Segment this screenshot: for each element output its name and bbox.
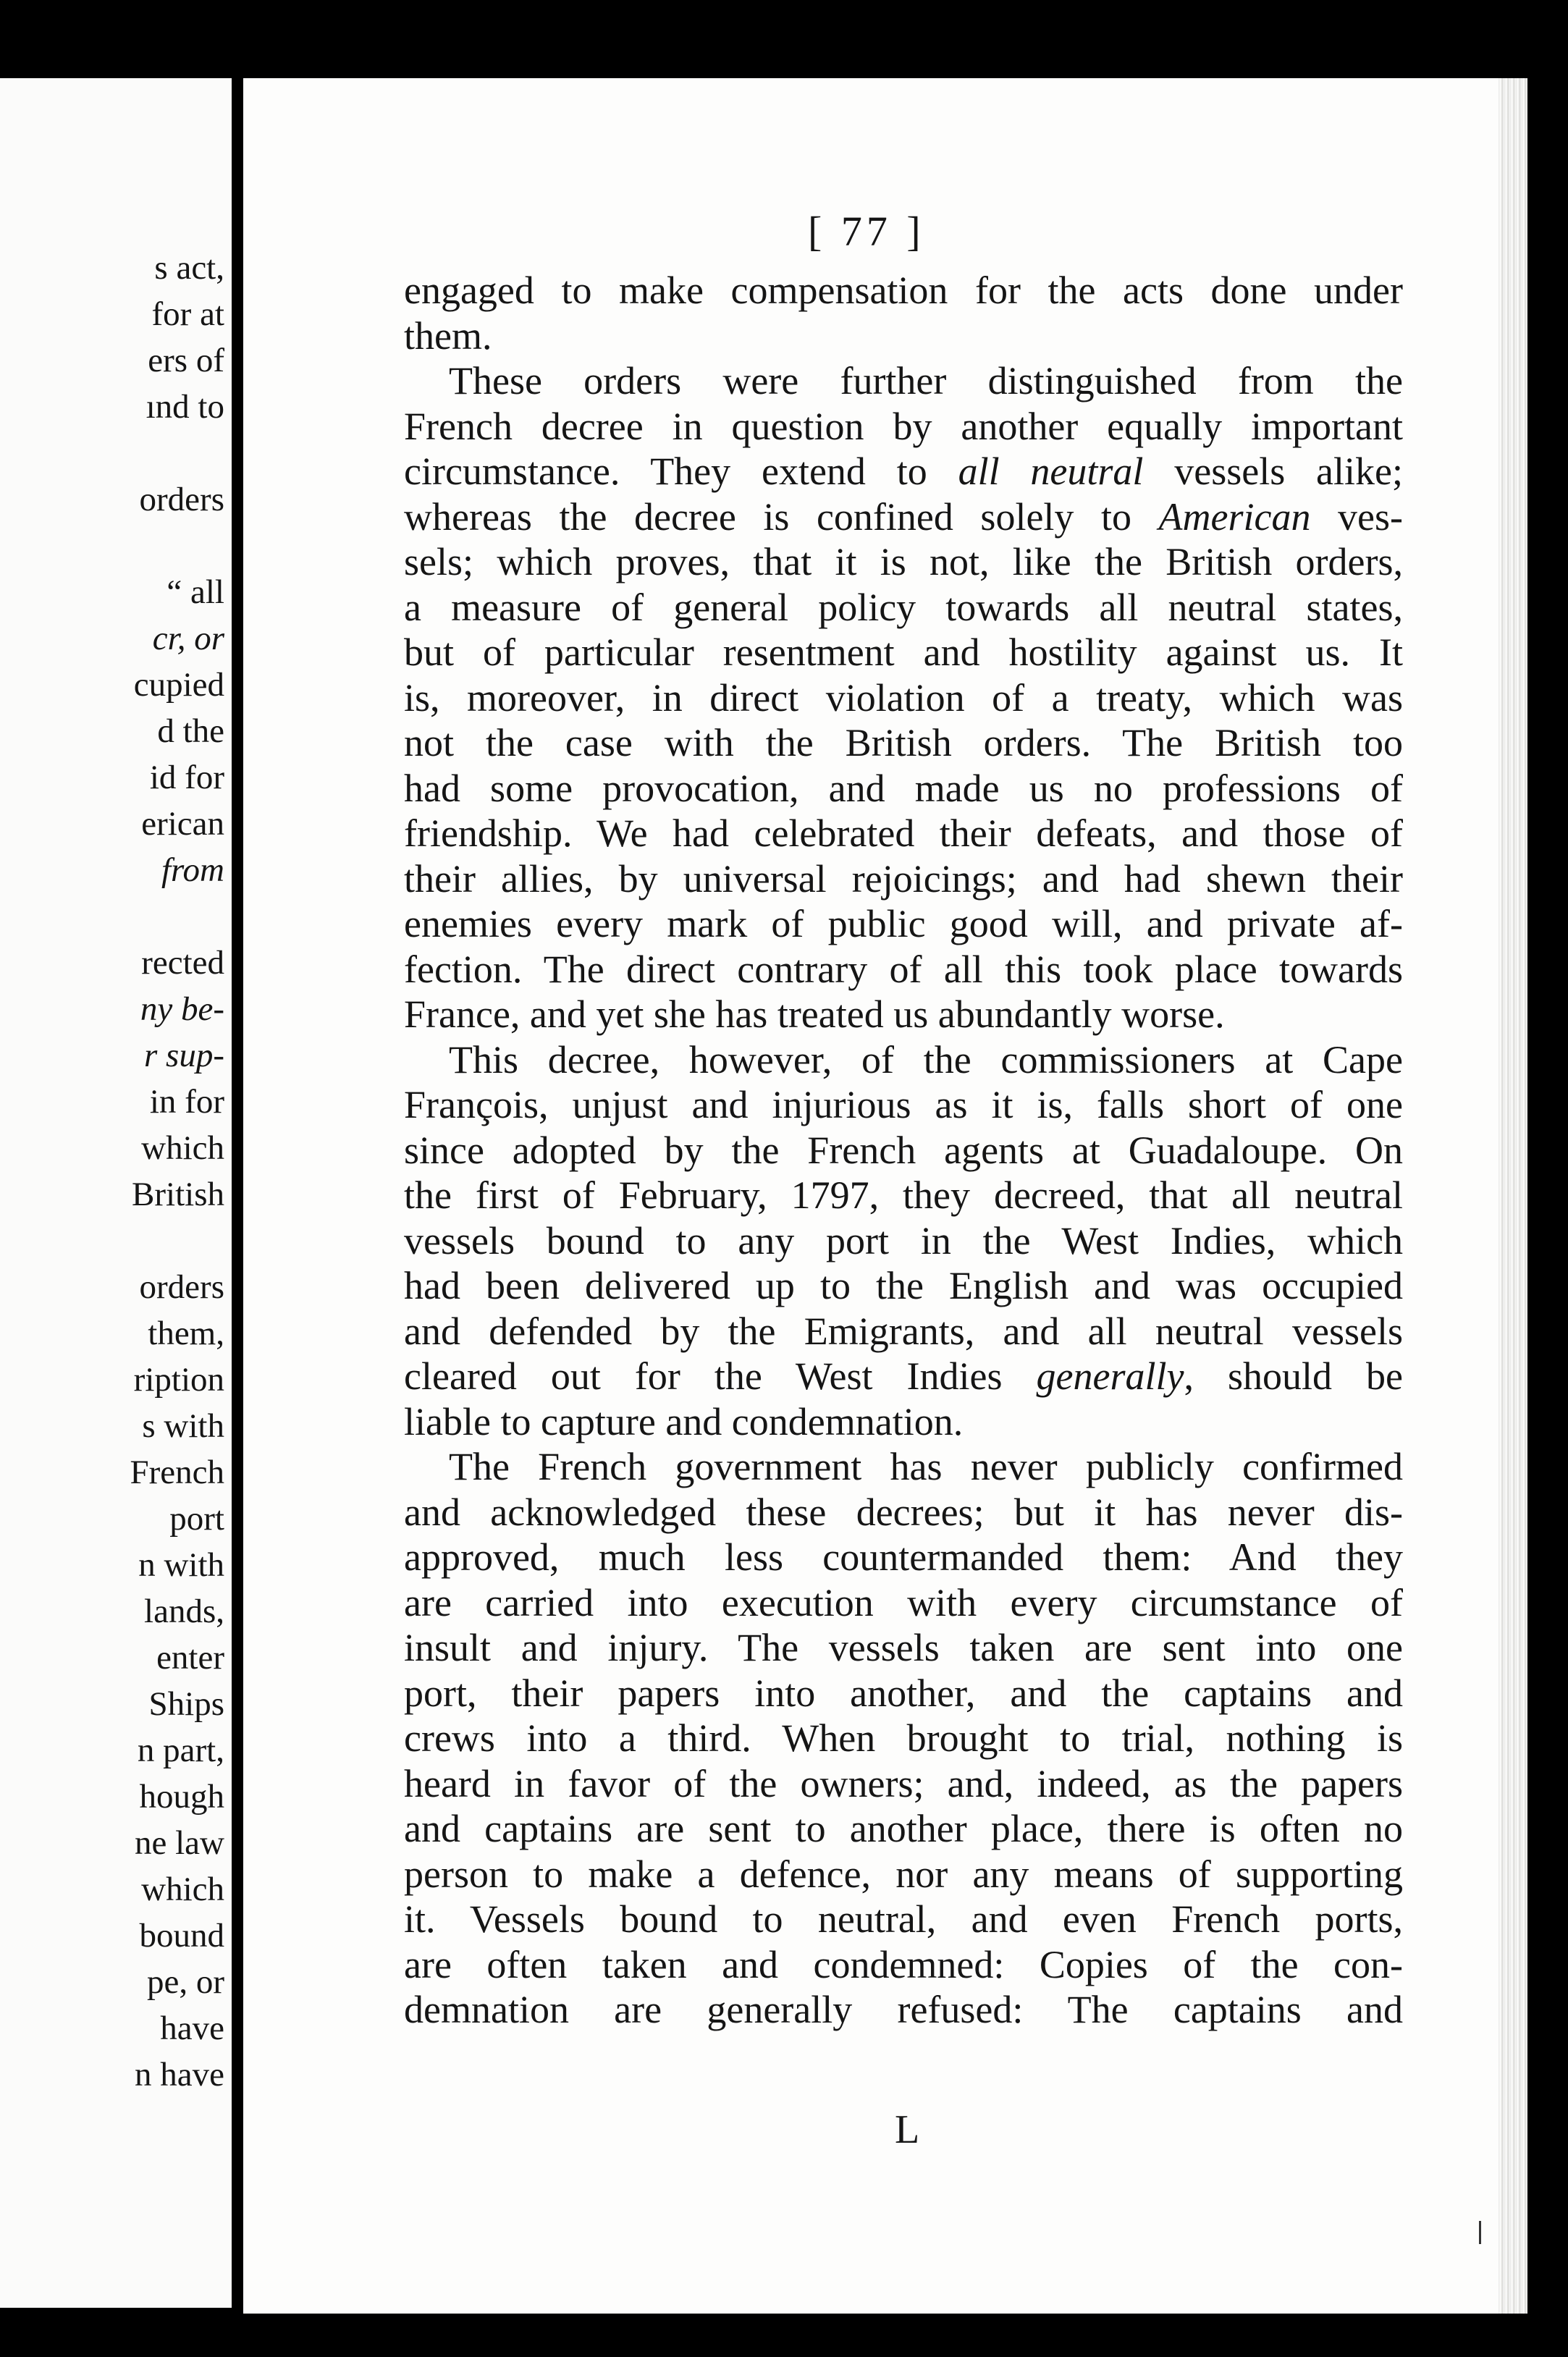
left-page-line: cr, or (152, 620, 224, 657)
left-page-line: r sup- (144, 1037, 224, 1074)
left-page-line: Ships (148, 1685, 224, 1723)
text-span: cleared out for the West Indies (404, 1354, 1037, 1398)
italic-text: American (1158, 494, 1311, 539)
left-page-line: enter (156, 1639, 224, 1677)
text-line: approved, much less countermanded them: And they (404, 1535, 1403, 1579)
text-span: , should be (1184, 1354, 1403, 1398)
left-page (0, 78, 232, 2308)
text-line: heard in favor of the owners; and, indeed, as the papers (404, 1761, 1403, 1805)
text-span: whereas the decree is confined solely to (404, 494, 1159, 539)
left-page-line (0, 1218, 224, 1264)
text-line: These orders were further distinguished from the (449, 359, 1403, 402)
left-page-line: bound (139, 1917, 224, 1955)
text-line: liable to capture and condemnation. (404, 1399, 964, 1443)
left-page-line: n have (135, 2056, 224, 2094)
left-page-line: orders (139, 481, 224, 518)
left-page-line (0, 430, 224, 476)
right-page (243, 78, 1527, 2314)
book-gutter (232, 0, 243, 2357)
text-line: person to make a defence, nor any means of supporting (404, 1852, 1403, 1896)
signature-mark: L (895, 2107, 920, 2152)
left-page-line: which (141, 1871, 224, 1908)
text-line: are carried into execution with every circumstance of (404, 1580, 1403, 1624)
text-line: This decree, however, of the commissioners at Cape (449, 1037, 1403, 1081)
text-line: and defended by the Emigrants, and all neutral vessels (404, 1309, 1403, 1353)
text-line: vessels bound to any port in the West Indies, which (404, 1218, 1403, 1262)
text-line: the first of February, 1797, they decreed, that all neutral (404, 1173, 1403, 1217)
text-line: since adopted by the French agents at Guadaloupe. On (404, 1128, 1403, 1172)
left-page-line: which (141, 1129, 224, 1167)
text-line: it. Vessels bound to neutral, and even French ports, (404, 1897, 1403, 1941)
text-line: but of particular resentment and hostility against us. It (404, 631, 1403, 674)
left-page-line: ers of (148, 342, 224, 379)
text-line: is, moreover, in direct violation of a treaty, which was (404, 675, 1403, 720)
left-page-line: n with (138, 1546, 224, 1584)
left-page-line: French (130, 1454, 224, 1491)
left-page-line: cupied (133, 666, 224, 704)
text-line: them. (404, 313, 492, 358)
left-page-line: “ all (167, 573, 224, 611)
text-line: enemies every mark of public good will, and private af- (404, 902, 1403, 945)
left-page-text (0, 245, 224, 2098)
left-page-line: s with (142, 1407, 224, 1445)
left-page-line: id for (149, 759, 224, 796)
left-page-line: ription (133, 1361, 224, 1399)
text-line: not the case with the British orders. The British too (404, 721, 1403, 764)
left-page-line: in for (149, 1083, 224, 1121)
left-page-line: rected (141, 944, 224, 982)
left-page-line: ınd to (146, 388, 224, 426)
left-page-line: s act, (154, 249, 224, 287)
left-page-line: port (169, 1500, 224, 1538)
left-page-line: pe, or (146, 1963, 224, 2001)
text-line: and captains are sent to another place, there is often no (404, 1807, 1403, 1850)
text-line: The French government has never publicly confirmed (449, 1445, 1403, 1488)
left-page-line: ny be- (140, 990, 224, 1028)
left-page-line: orders (139, 1268, 224, 1306)
text-line: a measure of general policy towards all neutral states, (404, 585, 1403, 629)
margin-mark (1479, 2221, 1481, 2244)
page-edge (1499, 78, 1527, 2314)
text-line: and acknowledged these decrees; but it has never dis- (404, 1490, 1403, 1534)
text-line: French decree in question by another equally important (404, 404, 1403, 448)
left-page-line: ne law (135, 1824, 224, 1862)
text-line: friendship. We had celebrated their defeats, and those of (404, 811, 1403, 855)
left-page-line: for at (151, 295, 224, 333)
text-line: crews into a third. When brought to trial, nothing is (404, 1716, 1403, 1760)
body-text (404, 268, 1403, 2033)
text-line: fection. The direct contrary of all this took place towards (404, 947, 1403, 991)
text-line: port, their papers into another, and the captains and (404, 1671, 1403, 1715)
text-line: are often taken and condemned: Copies of the con- (404, 1942, 1403, 1986)
left-page-line: British (132, 1176, 224, 1213)
text-line: had been delivered up to the English and was occupied (404, 1264, 1403, 1307)
left-page-line: lands, (144, 1593, 224, 1630)
text-span: ves- (1310, 494, 1404, 539)
left-page-line (0, 893, 224, 940)
left-page-line: n part, (137, 1732, 224, 1769)
left-page-line: erican (141, 805, 224, 843)
italic-text: all neutral (958, 450, 1144, 493)
text-line: their allies, by universal rejoicings; and had shewn their (404, 856, 1403, 901)
left-page-line: from (161, 851, 224, 889)
text-line: demnation are generally refused: The captains and (404, 1988, 1403, 2031)
text-line (404, 494, 1403, 540)
left-page-line: d the (157, 712, 224, 750)
text-span: circumstance. They extend to (404, 450, 958, 493)
text-line: insult and injury. The vessels taken are sent into one (404, 1626, 1403, 1669)
page-number: [ 77 ] (808, 208, 925, 255)
text-line: had some provocation, and made us no professions of (404, 766, 1403, 810)
italic-text: generally (1036, 1354, 1184, 1398)
left-page-line: have (160, 2010, 224, 2047)
text-span: vessels alike; (1143, 450, 1403, 493)
text-line: engaged to make compensation for the acts done under (404, 269, 1403, 312)
text-line: sels; which proves, that it is not, like the British orders, (404, 540, 1403, 583)
text-line (404, 449, 1403, 494)
left-page-line: hough (139, 1778, 224, 1816)
left-page-line: them, (148, 1315, 224, 1352)
text-line: François, unjust and injurious as it is, falls short of one (404, 1083, 1403, 1126)
left-page-line (0, 523, 224, 569)
text-line (404, 1354, 1403, 1399)
text-line: France, and yet she has treated us abundantly worse. (404, 992, 1225, 1036)
